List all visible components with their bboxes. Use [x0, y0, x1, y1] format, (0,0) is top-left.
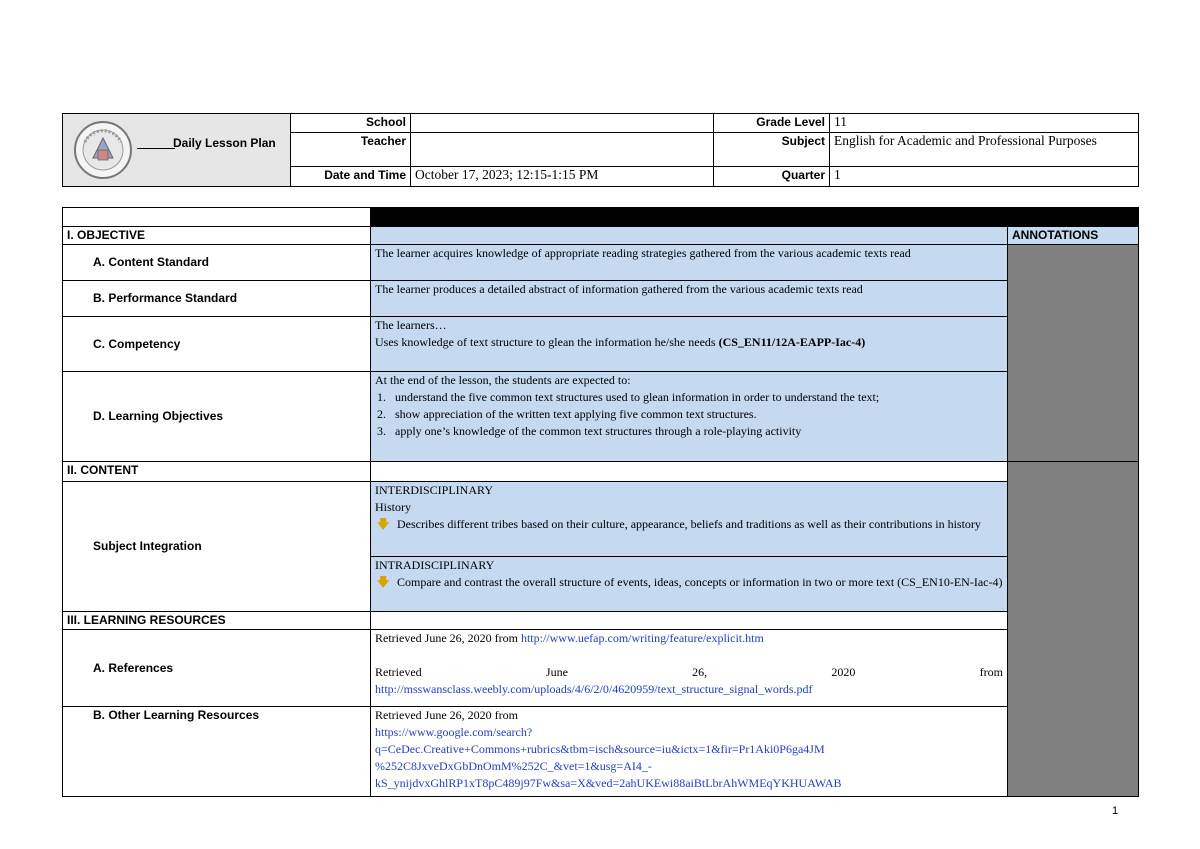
- subject-label: Subject: [714, 133, 830, 167]
- learning-objectives-label: D. Learning Objectives: [63, 372, 371, 462]
- interdisciplinary-item: 🡇 Describes different tribes based on their culture, appearance, beliefs and traditions as well as their contributions in history: [377, 517, 981, 531]
- school-value: [411, 114, 714, 133]
- other-resource-link-3[interactable]: %252C8JxveDxGbDnOmM%252C_&vet=1&usg=AI4_-: [375, 759, 652, 773]
- header-table: [62, 113, 1139, 187]
- content-standard-text: The learner acquires knowledge of appropriate reading strategies gathered from the various academic texts read: [371, 245, 1008, 281]
- content-heading: II. CONTENT: [63, 462, 371, 482]
- top-black-band: [371, 208, 1139, 227]
- objective-item: 2. show appreciation of the written text applying five common text structures.: [377, 407, 757, 421]
- teacher-value: [411, 133, 714, 167]
- other-resource-text: Retrieved June 26, 2020 from: [375, 708, 518, 722]
- school-label: School: [291, 114, 411, 133]
- competency-intro: The learners…: [375, 318, 447, 332]
- reference-2-text: Retrieved June 26, 2020 from: [375, 665, 1003, 679]
- objective-heading-blank: [371, 227, 1008, 245]
- competency-cell: [371, 317, 1008, 372]
- performance-standard-text: The learner produces a detailed abstract of information gathered from the various academic texts read: [371, 281, 1008, 317]
- top-black-row: [63, 208, 1139, 227]
- competency-label: C. Competency: [63, 317, 371, 372]
- references-label: A. References: [63, 630, 371, 707]
- top-blank-cell: [63, 208, 371, 227]
- quarter-value: 1: [830, 167, 1139, 187]
- intradisciplinary-heading: INTRADISCIPLINARY: [375, 558, 495, 572]
- interdisciplinary-heading: INTERDISCIPLINARY: [375, 483, 494, 497]
- arrow-bullet-icon: 🡇: [377, 575, 390, 589]
- objective-item: 3. apply one’s knowledge of the common text structures through a role-playing activity: [377, 424, 802, 438]
- subject-value: English for Academic and Professional Purposes: [830, 133, 1139, 167]
- references-cell: [371, 630, 1008, 707]
- interdisciplinary-subject: History: [375, 500, 411, 514]
- annotations-cell-1: [1008, 245, 1139, 462]
- reference-spacer: [375, 647, 1003, 664]
- other-resources-cell: [371, 707, 1008, 797]
- learning-resources-blank: [371, 612, 1008, 630]
- content-heading-blank: [371, 462, 1008, 482]
- grade-level-label: Grade Level: [714, 114, 830, 133]
- other-resource-link-2[interactable]: q=CeDec.Creative+Commons+rubrics&tbm=isch&source=iu&ictx=1&fir=Pr1Aki0P6ga4JM: [375, 742, 825, 756]
- annotations-heading: ANNOTATIONS: [1008, 227, 1139, 245]
- header-logo-cell: [63, 114, 291, 187]
- performance-standard-label: B. Performance Standard: [63, 281, 371, 317]
- page-number: 1: [1112, 805, 1119, 817]
- interdisciplinary-cell: [371, 482, 1008, 557]
- datetime-value: October 17, 2023; 12:15-1:15 PM: [411, 167, 714, 187]
- competency-statement: [375, 334, 1003, 351]
- reference-2-link[interactable]: http://msswansclass.weebly.com/uploads/4/6/2/0/4620959/text_structure_signal_words.pdf: [375, 682, 813, 696]
- other-resources-label: B. Other Learning Resources: [63, 707, 371, 797]
- objectives-intro: At the end of the lesson, the students are expected to:: [375, 373, 631, 387]
- datetime-label: Date and Time: [291, 167, 411, 187]
- grade-level-value: 11: [830, 114, 1139, 133]
- other-resource-link-1[interactable]: https://www.google.com/search?: [375, 725, 533, 739]
- subject-integration-label: Subject Integration: [63, 482, 371, 612]
- annotations-cell-2: [1008, 462, 1139, 797]
- page-title: Daily Lesson Plan: [173, 136, 276, 150]
- teacher-label: Teacher: [291, 133, 411, 167]
- content-standard-label: A. Content Standard: [63, 245, 371, 281]
- intradisciplinary-cell: [371, 557, 1008, 612]
- deped-seal-icon: [73, 120, 133, 180]
- objective-heading: I. OBJECTIVE: [63, 227, 371, 245]
- competency-code: (CS_EN11/12A-EAPP-Iac-4): [718, 335, 866, 349]
- competency-text: Uses knowledge of text structure to glean the information he/she needs: [375, 335, 719, 349]
- learning-resources-heading: III. LEARNING RESOURCES: [63, 612, 371, 630]
- reference-1: Retrieved June 26, 2020 from http://www.uefap.com/writing/feature/explicit.htm: [375, 631, 764, 645]
- learning-objectives-cell: [371, 372, 1008, 462]
- title-underline: [137, 148, 175, 149]
- reference-1-link[interactable]: http://www.uefap.com/writing/feature/explicit.htm: [520, 631, 764, 645]
- other-resource-link-4[interactable]: kS_ynijdvxGhlRP1xT8pC489j97Fw&sa=X&ved=2ahUKEwi88aiBtLbrAhWMEqYKHUAWAB: [375, 776, 842, 790]
- quarter-label: Quarter: [714, 167, 830, 187]
- arrow-bullet-icon: 🡇: [377, 517, 390, 531]
- intradisciplinary-item: 🡇 Compare and contrast the overall structure of events, ideas, concepts or information in two or more text (CS_EN10-EN-Iac-4): [377, 575, 1003, 589]
- lesson-plan-table: [62, 207, 1139, 797]
- objective-item: 1. understand the five common text structures used to glean information in order to understand the text;: [377, 390, 880, 404]
